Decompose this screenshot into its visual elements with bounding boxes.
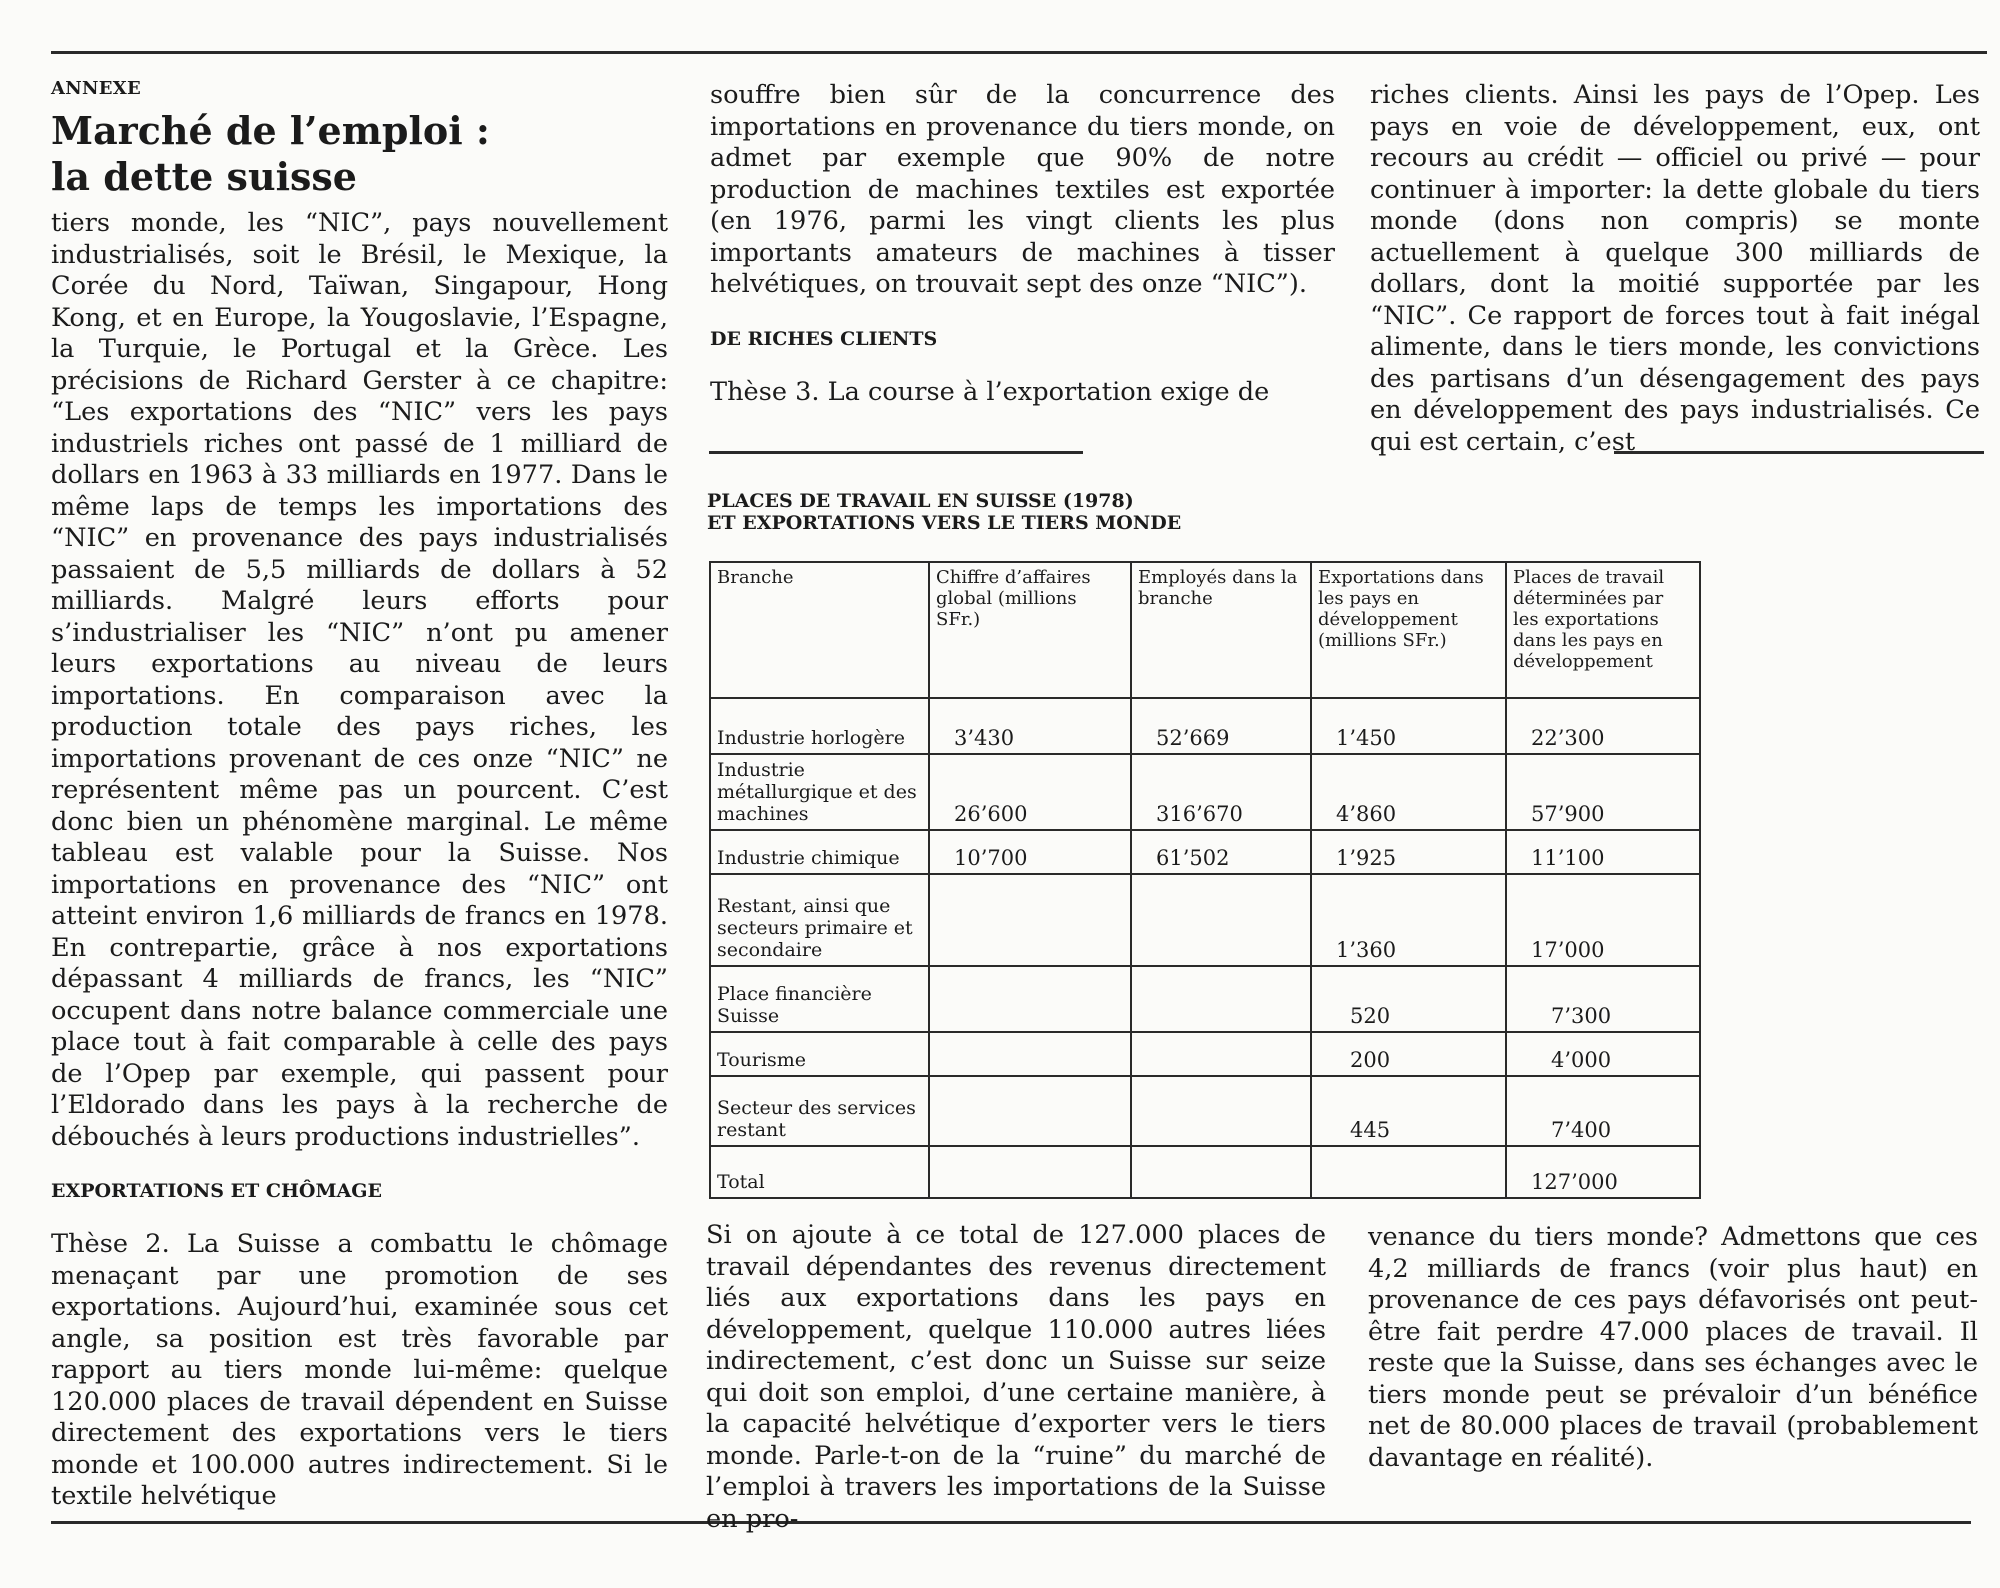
column-3 bbox=[1370, 80, 1980, 458]
table-row bbox=[710, 1032, 1700, 1076]
cell-exportations: 200 bbox=[1311, 1032, 1506, 1076]
cell-chiffre bbox=[929, 1146, 1131, 1198]
cell-places: 7’400 bbox=[1506, 1076, 1700, 1146]
cell-employes bbox=[1131, 1032, 1311, 1076]
cell-exportations: 4’860 bbox=[1311, 754, 1506, 830]
cell-chiffre: 3’430 bbox=[929, 698, 1131, 754]
cell-employes: 61’502 bbox=[1131, 830, 1311, 874]
cell-exportations: 1’925 bbox=[1311, 830, 1506, 874]
cell-chiffre bbox=[929, 1076, 1131, 1146]
table-row bbox=[710, 966, 1700, 1032]
table-row bbox=[710, 830, 1700, 874]
table-row bbox=[710, 698, 1700, 754]
cell-chiffre bbox=[929, 1032, 1131, 1076]
cell-branche: Secteur des services restant bbox=[710, 1076, 929, 1146]
paragraph: souffre bien sûr de la concurrence des importations en provenance du tiers monde, on admet par exemple que 90% de notre production de machines textiles est exportée (en 1976, parmi les vingt clients les plus importants amateurs de machines à tisser helvétiques, on trouvait sept des onze “NIC”). bbox=[710, 80, 1335, 299]
cell-employes bbox=[1131, 966, 1311, 1032]
cell-branche: Restant, ainsi que secteurs primaire et secondaire bbox=[710, 874, 929, 966]
cell-branche: Industrie horlogère bbox=[710, 698, 929, 754]
data-table bbox=[709, 561, 1701, 1199]
cell-employes bbox=[1131, 1146, 1311, 1198]
header-employes: Employés dans la branche bbox=[1131, 562, 1311, 698]
header-places: Places de travail déterminées par les exportations dans les pays en développement bbox=[1506, 562, 1700, 698]
cell-branche: Place financière Suisse bbox=[710, 966, 929, 1032]
cell-places: 17’000 bbox=[1506, 874, 1700, 966]
cell-branche: Industrie métallurgique et des machines bbox=[710, 754, 929, 830]
paragraph: Si on ajoute à ce total de 127.000 places de travail dépendantes des revenus directement liés aux exportations dans les pays en développement, quelque 110.000 autres liées indirectement, c’est donc un Suisse sur seize qui doit son emploi, d’une certaine manière, à la capacité helvétique d’exporter vers le tiers monde. Parle-t-on de la “ruine” du marché de l’emploi à travers les importations de la Suisse en pro- bbox=[706, 1220, 1326, 1534]
paragraph: Thèse 3. La course à l’exportation exige de bbox=[710, 376, 1270, 407]
paragraph: riches clients. Ainsi les pays de l’Opep. Les pays en voie de développement, eux, ont recours au crédit — officiel ou privé — pour continuer à importer: la dette globale du tiers monde (dons non compris) se monte actuellement à quelque 300 milliards de dollars, dont la moitié supportée par les “NIC”. Ce rapport de forces tout à fait inégal alimente, dans le tiers monde, les convictions des partisans d’un désengagement des pays en développement des pays industrialisés. Ce qui est certain, c’est bbox=[1370, 80, 1980, 457]
column-5 bbox=[1368, 1222, 1978, 1474]
cell-employes bbox=[1131, 874, 1311, 966]
cell-places: 57’900 bbox=[1506, 754, 1700, 830]
cell-places: 127’000 bbox=[1506, 1146, 1700, 1198]
top-rule bbox=[51, 51, 1987, 54]
paragraph: venance du tiers monde? Admettons que ces 4,2 milliards de francs (voir plus haut) en provenance de ces pays défavorisés ont peut-être fait perdre 47.000 places de travail. Il reste que la Suisse, dans ses échanges avec le tiers monde peut se prévaloir d’un bénéfice net de 80.000 places de travail (probablement davantage en réalité). bbox=[1368, 1222, 1978, 1473]
title-line-2: la dette suisse bbox=[51, 154, 357, 199]
cell-employes: 316’670 bbox=[1131, 754, 1311, 830]
paragraph: Thèse 2. La Suisse a combattu le chômage menaçant par une promotion de ses exportations. Aujourd’hui, examinée sous cet angle, sa position est très favorable par rapport au tiers monde lui-même: quelque 120.000 places de travail dépendent en Suisse directement des exportations vers le tiers monde et 100.000 autres indirectement. Si le textile helvétique bbox=[51, 1229, 668, 1511]
subheading: DE RICHES CLIENTS bbox=[710, 327, 938, 350]
cell-chiffre: 10’700 bbox=[929, 830, 1131, 874]
cell-employes bbox=[1131, 1076, 1311, 1146]
table-row bbox=[710, 874, 1700, 966]
section-kicker: ANNEXE bbox=[51, 78, 142, 99]
cell-places: 7’300 bbox=[1506, 966, 1700, 1032]
title-line-1: Marché de l’emploi : bbox=[51, 108, 490, 153]
cell-chiffre: 26’600 bbox=[929, 754, 1131, 830]
table-title bbox=[707, 490, 1407, 534]
article-title bbox=[51, 108, 668, 200]
cell-branche: Tourisme bbox=[710, 1032, 929, 1076]
cell-branche: Industrie chimique bbox=[710, 830, 929, 874]
cell-exportations: 520 bbox=[1311, 966, 1506, 1032]
cell-exportations: 1’360 bbox=[1311, 874, 1506, 966]
cell-places: 4’000 bbox=[1506, 1032, 1700, 1076]
subheading: EXPORTATIONS ET CHÔMAGE bbox=[51, 1180, 382, 1202]
header-chiffre: Chiffre d’affaires global (millions SFr.) bbox=[929, 562, 1131, 698]
paragraph: tiers monde, les “NIC”, pays nouvellement industrialisés, soit le Brésil, le Mexique, la Corée du Nord, Taïwan, Singapour, Hong Kong, et en Europe, la Yougoslavie, l’Espagne, la Turquie, le Portugal et la Grèce. Les précisions de Richard Gerster à ce chapitre: “Les exportations des “NIC” vers les pays industriels riches ont passé de 1 milliard de dollars en 1963 à 33 milliards en 1977. Dans le même laps de temps les importations des “NIC” en provenance des pays industrialisés passaient de 5,5 milliards de dollars à 52 milliards. Malgré leurs efforts pour s’industrialiser les “NIC” n’ont pu amener leurs exportations au niveau de leurs importations. En comparaison avec la production totale des pays riches, les importations provenant de ces onze “NIC” ne représentent même pas un pourcent. C’est donc bien un phénomène marginal. Le même tableau est valable pour la Suisse. Nos importations en provenance des “NIC” ont atteint environ 1,6 milliards de francs en 1978. En contrepartie, grâce à nos exportations dépassant 4 milliards de francs, les “NIC” occupent dans notre balance commerciale une place tout à fait comparable à celle des pays de l’Opep par exemple, qui passent pour l’Eldorado dans les pays à la recherche de débouchés à leurs productions industrielles”. bbox=[51, 208, 668, 1152]
cell-places: 22’300 bbox=[1506, 698, 1700, 754]
header-exportations: Exportations dans les pays en développement (millions SFr.) bbox=[1311, 562, 1506, 698]
column-1 bbox=[51, 78, 668, 1513]
cell-branche: Total bbox=[710, 1146, 929, 1198]
cell-chiffre bbox=[929, 966, 1131, 1032]
col2-bottom-rule bbox=[709, 451, 1083, 454]
cell-places: 11’100 bbox=[1506, 830, 1700, 874]
column-4 bbox=[706, 1220, 1326, 1535]
table-title-line-2: ET EXPORTATIONS VERS LE TIERS MONDE bbox=[707, 512, 1182, 534]
table-row bbox=[710, 1076, 1700, 1146]
cell-exportations bbox=[1311, 1146, 1506, 1198]
cell-exportations: 1’450 bbox=[1311, 698, 1506, 754]
cell-employes: 52’669 bbox=[1131, 698, 1311, 754]
cell-chiffre bbox=[929, 874, 1131, 966]
table-row-total bbox=[710, 1146, 1700, 1198]
table-title-line-1: PLACES DE TRAVAIL EN SUISSE (1978) bbox=[707, 490, 1134, 512]
table-header-row bbox=[710, 562, 1700, 698]
header-branche: Branche bbox=[710, 562, 929, 698]
column-2 bbox=[710, 80, 1335, 408]
cell-exportations: 445 bbox=[1311, 1076, 1506, 1146]
table-row bbox=[710, 754, 1700, 830]
